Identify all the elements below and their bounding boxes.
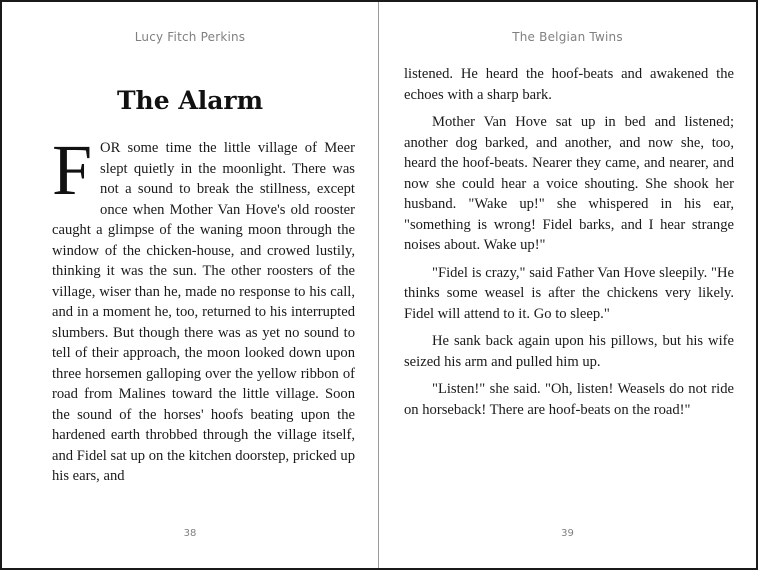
opening-paragraph (52, 130, 355, 487)
left-page[interactable] (2, 2, 378, 568)
paragraph: "Fidel is crazy," said Father Van Hove sleepily. "He thinks some weasel is after the chickens very likely. Fidel will attend to it. Go to sleep." (404, 264, 734, 322)
opening-paragraph-text: OR some time the little village of Meer slept quietly in the moonlight. There was not a sound to break the stillness, except once when Mother Van Hove's old rooster caught a glimpse of the waning moon through the window of the chicken-house, and crowed lustily, thinking it was the sun. The other roosters of the village, wiser than he, made no response to his call, and in a moment he, too, returned to his interrupted slumbers. But though there was as yet no sound to tell of their approach, the moon looked down upon three horsemen galloping over the yellow ribbon of road from Malines toward the little village. Soon the sound of the horses' hoofs beating upon the hardened earth throbbed through the village itself, and Fidel sat up on the kitchen doorstep, pricked up his ears, and (52, 140, 355, 484)
chapter-title: The Alarm (116, 86, 264, 115)
paragraph: Mother Van Hove sat up in bed and listened; another dog barked, and another, and now she, too, heard the hoof-beats. Nearer they came, and nearer, and now she could hear a voice shouting. She shook her husband. "Wake up!" she whispered in his ear, "something is wrong! Fidel barks, and I hear strange noises about. Wake up!" (404, 114, 734, 253)
left-page-text (52, 130, 355, 487)
running-head-author: Lucy Fitch Perkins (134, 30, 246, 44)
running-head-title: The Belgian Twins (512, 30, 623, 44)
page-number-right: 39 (561, 528, 574, 539)
paragraph: "Listen!" she said. "Oh, listen! Weasels do not ride on horseback! There are hoof-beats on the road!" (404, 381, 734, 418)
paragraph-continued: listened. He heard the hoof-beats and awakened the echoes with a sharp bark. (404, 66, 734, 103)
right-page-text (404, 64, 734, 427)
page-number-left: 38 (183, 528, 197, 539)
paragraph: He sank back again upon his pillows, but his wife seized his arm and pulled him up. (404, 333, 734, 370)
drop-cap: F (52, 130, 93, 210)
right-page[interactable] (378, 2, 756, 568)
